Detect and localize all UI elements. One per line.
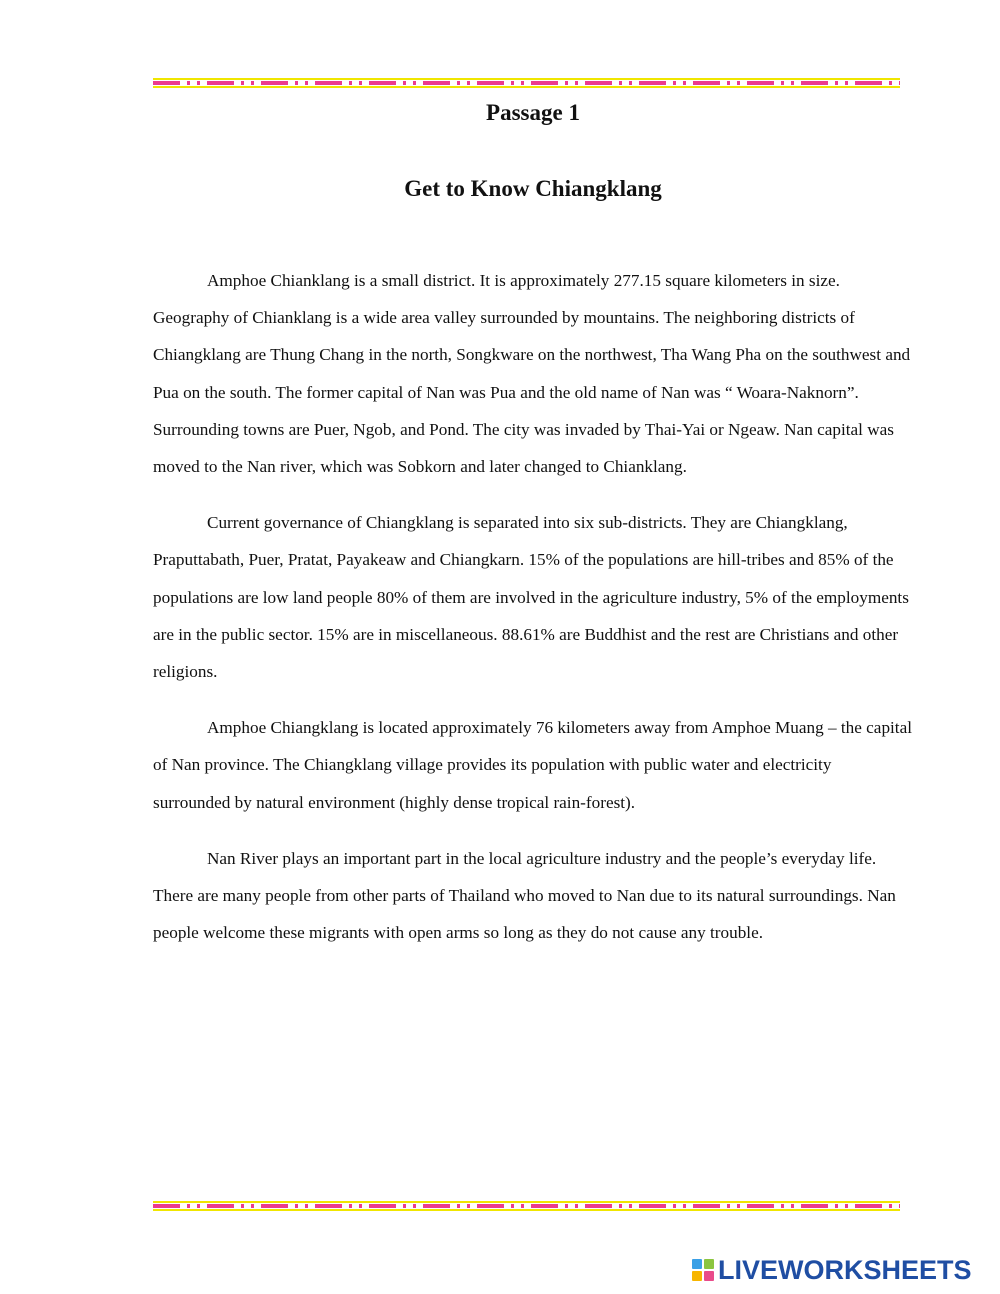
top-decorative-border <box>153 78 900 88</box>
paragraph-3: Amphoe Chiangklang is located approximately 76 kilometers away from Amphoe Muang – the capital of Nan province. The Chiangklang village provides its population with public water and electricity surrounded by natural environment (highly dense tropical rain-forest). <box>153 718 912 812</box>
bottom-decorative-border <box>153 1201 900 1211</box>
paragraph-1: Amphoe Chianklang is a small district. It is approximately 277.15 square kilometers in size. Geography of Chianklang is a wide area valley surrounded by mountains. The neighboring districts of Chiangklang are Thung Chang in the north, Songkware on the northwest, Tha Wang Pha on the southwest and Pua on the south. The former capital of Nan was Pua and the old name of Nan was “ Woara-Naknorn”. Surrounding towns are Puer, Ngob, and Pond. The city was invaded by Thai-Yai or Ngeaw. Nan capital was moved to the Nan river, which was Sobkorn and later changed to Chianklang. <box>153 271 911 477</box>
liveworksheets-grid-icon <box>692 1259 714 1281</box>
passage-body <box>153 262 913 970</box>
liveworksheets-logo[interactable] <box>692 1255 972 1285</box>
paragraph-4: Nan River plays an important part in the local agriculture industry and the people’s everyday life. There are many people from other parts of Thailand who moved to Nan due to its natural surroundings. Nan people welcome these migrants with open arms so long as they do not cause any trouble. <box>153 848 896 943</box>
logo-text: LIVEWORKSHEETS <box>718 1254 972 1285</box>
passage-heading: Passage 1 <box>486 100 580 125</box>
paragraph-2: Current governance of Chiangklang is separated into six sub-districts. They are Chiangklang, Praputtabath, Puer, Pratat, Payakeaw and Chiangkarn. 15% of the populations are hill-tribes and 85% of the populations are low land people 80% of them are involved in the agriculture industry, 5% of the employments are in the public sector. 15% are in miscellaneous. 88.61% are Buddhist and the rest are Christians and other religions. <box>153 513 909 682</box>
page-title: Get to Know Chiangklang <box>404 176 662 201</box>
